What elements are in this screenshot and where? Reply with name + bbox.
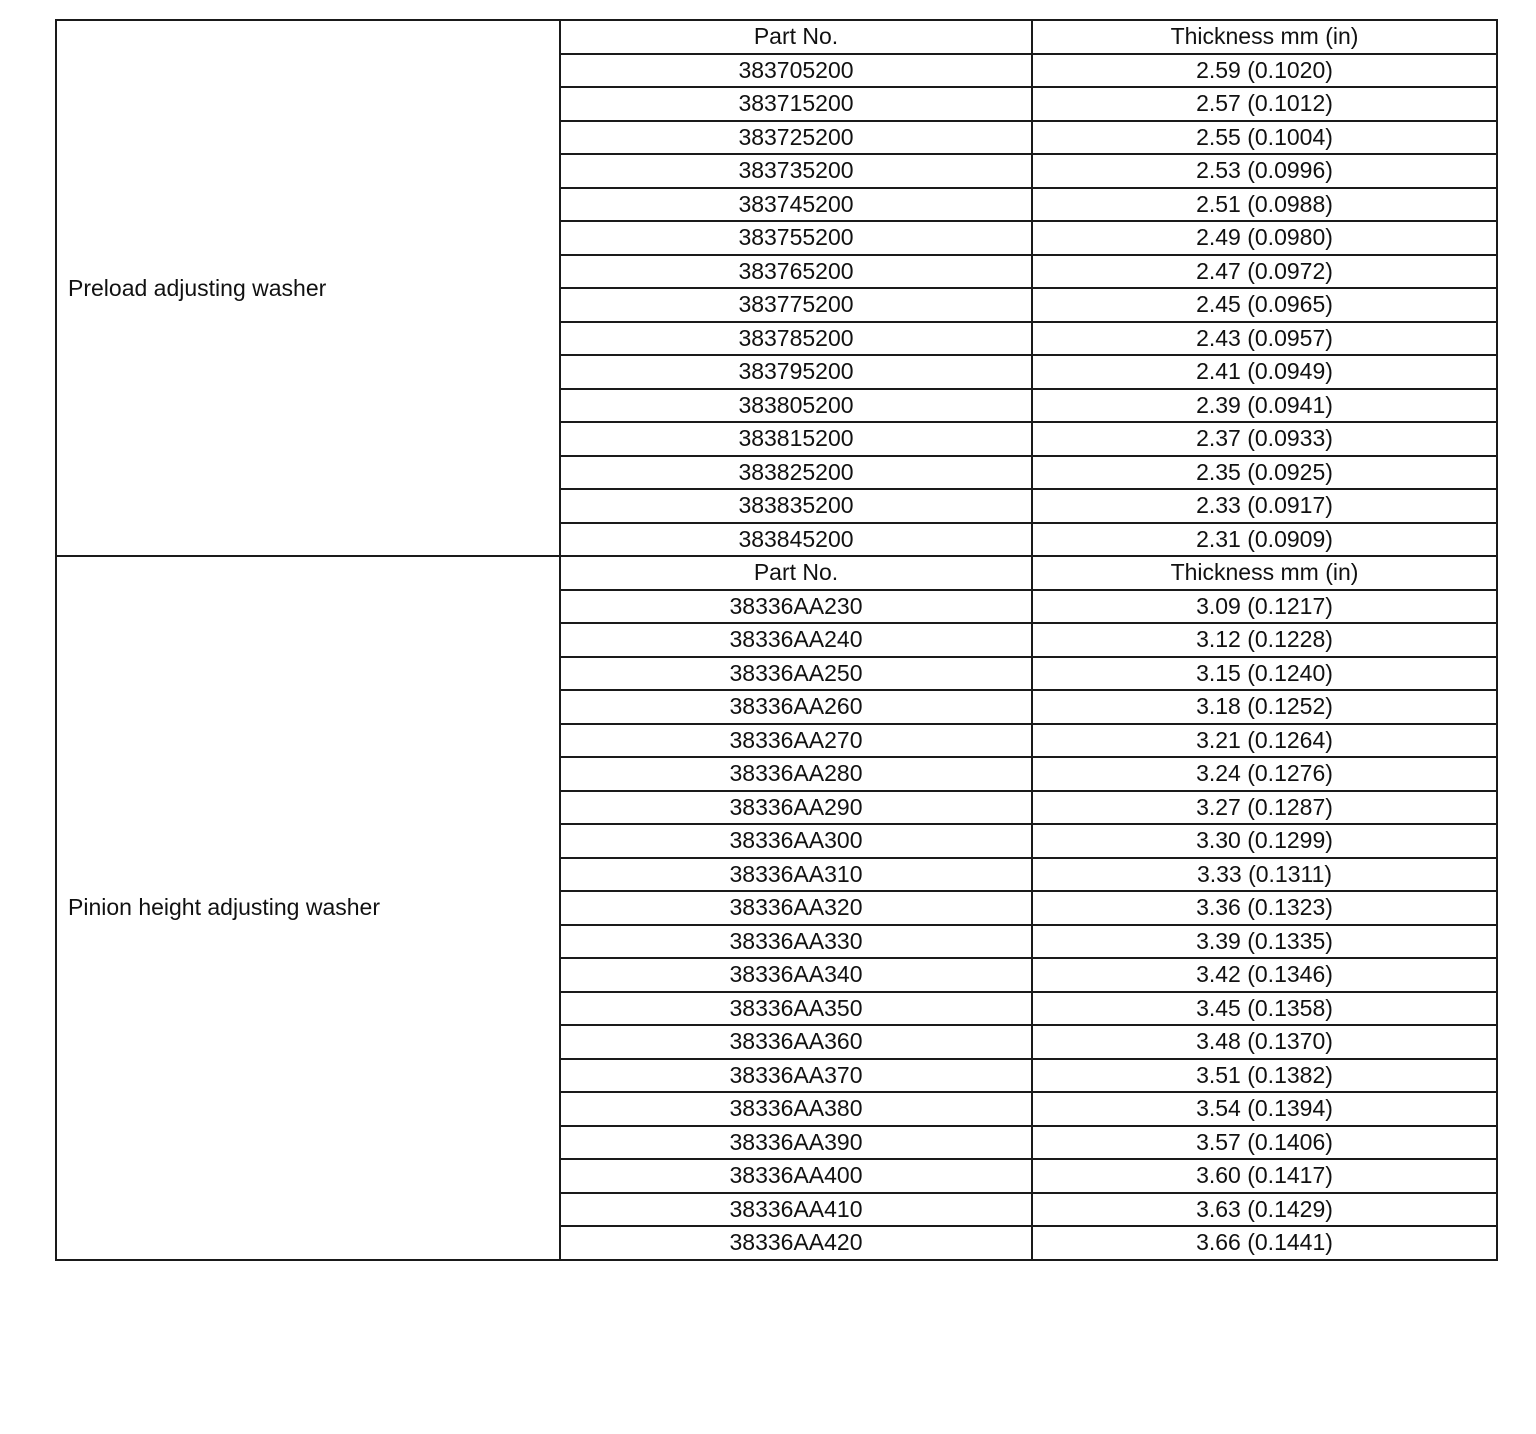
part-no-cell: 38336AA310 (560, 858, 1032, 892)
thickness-cell: 2.39 (0.0941) (1032, 389, 1497, 423)
thickness-cell: 3.30 (0.1299) (1032, 824, 1497, 858)
part-no-cell: 38336AA260 (560, 690, 1032, 724)
part-no-cell: 38336AA380 (560, 1092, 1032, 1126)
thickness-cell: 3.15 (0.1240) (1032, 657, 1497, 691)
part-no-cell: 383785200 (560, 322, 1032, 356)
part-no-cell: 38336AA420 (560, 1226, 1032, 1260)
washer-group-name: Preload adjusting washer (56, 20, 560, 556)
thickness-cell: 2.43 (0.0957) (1032, 322, 1497, 356)
part-no-cell: 38336AA370 (560, 1059, 1032, 1093)
thickness-cell: 2.33 (0.0917) (1032, 489, 1497, 523)
part-no-cell: 383805200 (560, 389, 1032, 423)
thickness-cell: 3.66 (0.1441) (1032, 1226, 1497, 1260)
part-no-cell: 383775200 (560, 288, 1032, 322)
part-no-header: Part No. (560, 556, 1032, 590)
thickness-cell: 2.53 (0.0996) (1032, 154, 1497, 188)
part-no-cell: 38336AA410 (560, 1193, 1032, 1227)
part-no-cell: 383765200 (560, 255, 1032, 289)
thickness-cell: 2.41 (0.0949) (1032, 355, 1497, 389)
part-no-cell: 383795200 (560, 355, 1032, 389)
washer-group-name: Pinion height adjusting washer (56, 556, 560, 1260)
part-no-cell: 38336AA320 (560, 891, 1032, 925)
washer-spec-table (55, 19, 1498, 1261)
part-no-cell: 383755200 (560, 221, 1032, 255)
part-no-cell: 383825200 (560, 456, 1032, 490)
thickness-cell: 3.45 (0.1358) (1032, 992, 1497, 1026)
washer-spec-table-body (56, 20, 1497, 1260)
thickness-cell: 2.37 (0.0933) (1032, 422, 1497, 456)
thickness-cell: 3.48 (0.1370) (1032, 1025, 1497, 1059)
thickness-cell: 2.59 (0.1020) (1032, 54, 1497, 88)
table-header-row (56, 20, 1497, 54)
thickness-cell: 3.63 (0.1429) (1032, 1193, 1497, 1227)
part-no-cell: 383835200 (560, 489, 1032, 523)
part-no-cell: 383735200 (560, 154, 1032, 188)
thickness-cell: 2.51 (0.0988) (1032, 188, 1497, 222)
thickness-cell: 2.55 (0.1004) (1032, 121, 1497, 155)
part-no-header: Part No. (560, 20, 1032, 54)
part-no-cell: 383815200 (560, 422, 1032, 456)
part-no-cell: 38336AA360 (560, 1025, 1032, 1059)
thickness-cell: 3.54 (0.1394) (1032, 1092, 1497, 1126)
part-no-cell: 383845200 (560, 523, 1032, 557)
thickness-cell: 3.27 (0.1287) (1032, 791, 1497, 825)
thickness-cell: 3.60 (0.1417) (1032, 1159, 1497, 1193)
thickness-cell: 3.18 (0.1252) (1032, 690, 1497, 724)
thickness-cell: 2.35 (0.0925) (1032, 456, 1497, 490)
thickness-cell: 3.39 (0.1335) (1032, 925, 1497, 959)
thickness-cell: 3.36 (0.1323) (1032, 891, 1497, 925)
part-no-cell: 38336AA230 (560, 590, 1032, 624)
thickness-cell: 2.49 (0.0980) (1032, 221, 1497, 255)
thickness-cell: 2.57 (0.1012) (1032, 87, 1497, 121)
part-no-cell: 383745200 (560, 188, 1032, 222)
thickness-cell: 3.09 (0.1217) (1032, 590, 1497, 624)
thickness-cell: 3.51 (0.1382) (1032, 1059, 1497, 1093)
thickness-cell: 2.45 (0.0965) (1032, 288, 1497, 322)
table-header-row (56, 556, 1497, 590)
thickness-header: Thickness mm (in) (1032, 20, 1497, 54)
part-no-cell: 38336AA400 (560, 1159, 1032, 1193)
thickness-cell: 3.21 (0.1264) (1032, 724, 1497, 758)
part-no-cell: 38336AA270 (560, 724, 1032, 758)
thickness-cell: 2.31 (0.0909) (1032, 523, 1497, 557)
thickness-header: Thickness mm (in) (1032, 556, 1497, 590)
part-no-cell: 38336AA300 (560, 824, 1032, 858)
part-no-cell: 38336AA290 (560, 791, 1032, 825)
thickness-cell: 3.24 (0.1276) (1032, 757, 1497, 791)
part-no-cell: 38336AA340 (560, 958, 1032, 992)
part-no-cell: 383705200 (560, 54, 1032, 88)
thickness-cell: 2.47 (0.0972) (1032, 255, 1497, 289)
part-no-cell: 38336AA390 (560, 1126, 1032, 1160)
part-no-cell: 38336AA250 (560, 657, 1032, 691)
part-no-cell: 38336AA330 (560, 925, 1032, 959)
part-no-cell: 38336AA280 (560, 757, 1032, 791)
thickness-cell: 3.57 (0.1406) (1032, 1126, 1497, 1160)
thickness-cell: 3.12 (0.1228) (1032, 623, 1497, 657)
part-no-cell: 38336AA240 (560, 623, 1032, 657)
thickness-cell: 3.33 (0.1311) (1032, 858, 1497, 892)
thickness-cell: 3.42 (0.1346) (1032, 958, 1497, 992)
part-no-cell: 383715200 (560, 87, 1032, 121)
part-no-cell: 383725200 (560, 121, 1032, 155)
part-no-cell: 38336AA350 (560, 992, 1032, 1026)
